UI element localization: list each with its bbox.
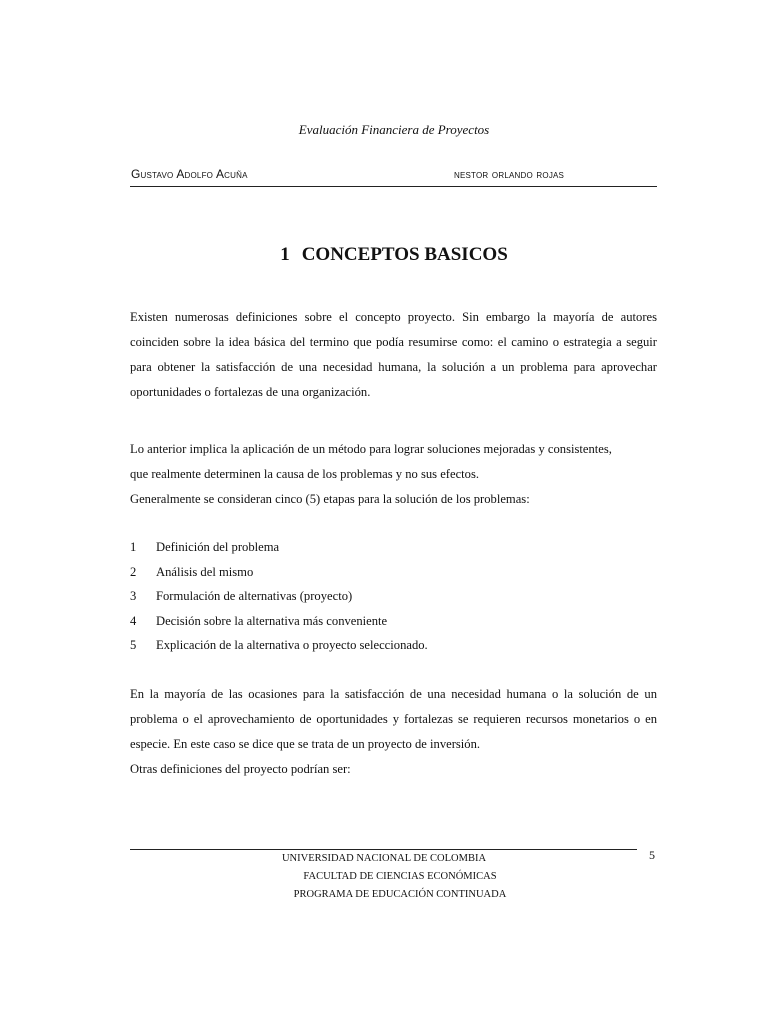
list-item	[130, 633, 657, 658]
list-item	[130, 535, 657, 560]
paragraph-definitions: Existen numerosas definiciones sobre el concepto proyecto. Sin embargo la mayoría de autores coinciden sobre la idea básica del termino que podía resumirse como: el camino o estrategia a seguir para obtener la satisfacción de una necesidad humana, la solución a un problema para aprovechar oportunidades o fortalezas de una organización.	[130, 310, 657, 399]
step-text: Decisión sobre la alternativa más conveniente	[156, 613, 388, 628]
author-name-right: nestor orlando rojas	[454, 167, 565, 181]
chapter-heading	[0, 244, 768, 266]
footer-program: PROGRAMA DE EDUCACIÓN CONTINUADA	[293, 889, 507, 900]
chapter-title-text: CONCEPTOS BASICOS	[301, 244, 508, 265]
page-number: 5	[649, 848, 655, 862]
paragraph-investment-text: En la mayoría de las ocasiones para la satisfacción de una necesidad humana o la solución de un problema o el aprovechamiento de oportunidades y fortalezas se requieren recursos monetarios o en especie. En este caso se dice que se trata de un proyecto de inversión.	[130, 687, 657, 751]
header-divider	[130, 186, 657, 187]
paragraph-other-definitions: Otras definiciones del proyecto podrían ser:	[130, 762, 351, 776]
paragraph-method-line-3: Generalmente se consideran cinco (5) etapas para la solución de los problemas:	[130, 492, 530, 506]
paragraph-method	[130, 437, 657, 512]
step-text: Análisis del mismo	[156, 564, 254, 579]
step-number: 4	[130, 613, 137, 628]
footer-faculty: FACULTAD DE CIENCIAS ECONÓMICAS	[303, 871, 497, 882]
step-number: 5	[130, 638, 137, 652]
list-item	[130, 560, 657, 585]
step-text: Explicación de la alternativa o proyecto seleccionado.	[156, 638, 428, 652]
step-number: 2	[130, 564, 137, 579]
list-item	[130, 609, 657, 634]
step-number: 1	[130, 540, 137, 554]
steps-list	[130, 535, 657, 658]
footer-institution	[230, 850, 570, 904]
list-item	[130, 584, 657, 609]
step-text: Formulación de alternativas (proyecto)	[156, 589, 353, 603]
step-number: 3	[130, 589, 137, 603]
author-name-left: Gustavo Adolfo Acuña	[131, 167, 248, 181]
paragraph-method-line-2: que realmente determinen la causa de los problemas y no sus efectos.	[130, 467, 480, 481]
paragraph-investment	[130, 682, 657, 782]
paragraph-method-line-1: Lo anterior implica la aplicación de un método para lograr soluciones mejoradas y consistentes,	[130, 442, 612, 456]
document-header-title: Evaluación Financiera de Proyectos	[298, 122, 490, 137]
step-text: Definición del problema	[156, 540, 280, 554]
footer-university: UNIVERSIDAD NACIONAL DE COLOMBIA	[281, 853, 487, 864]
chapter-number: 1	[280, 244, 290, 265]
